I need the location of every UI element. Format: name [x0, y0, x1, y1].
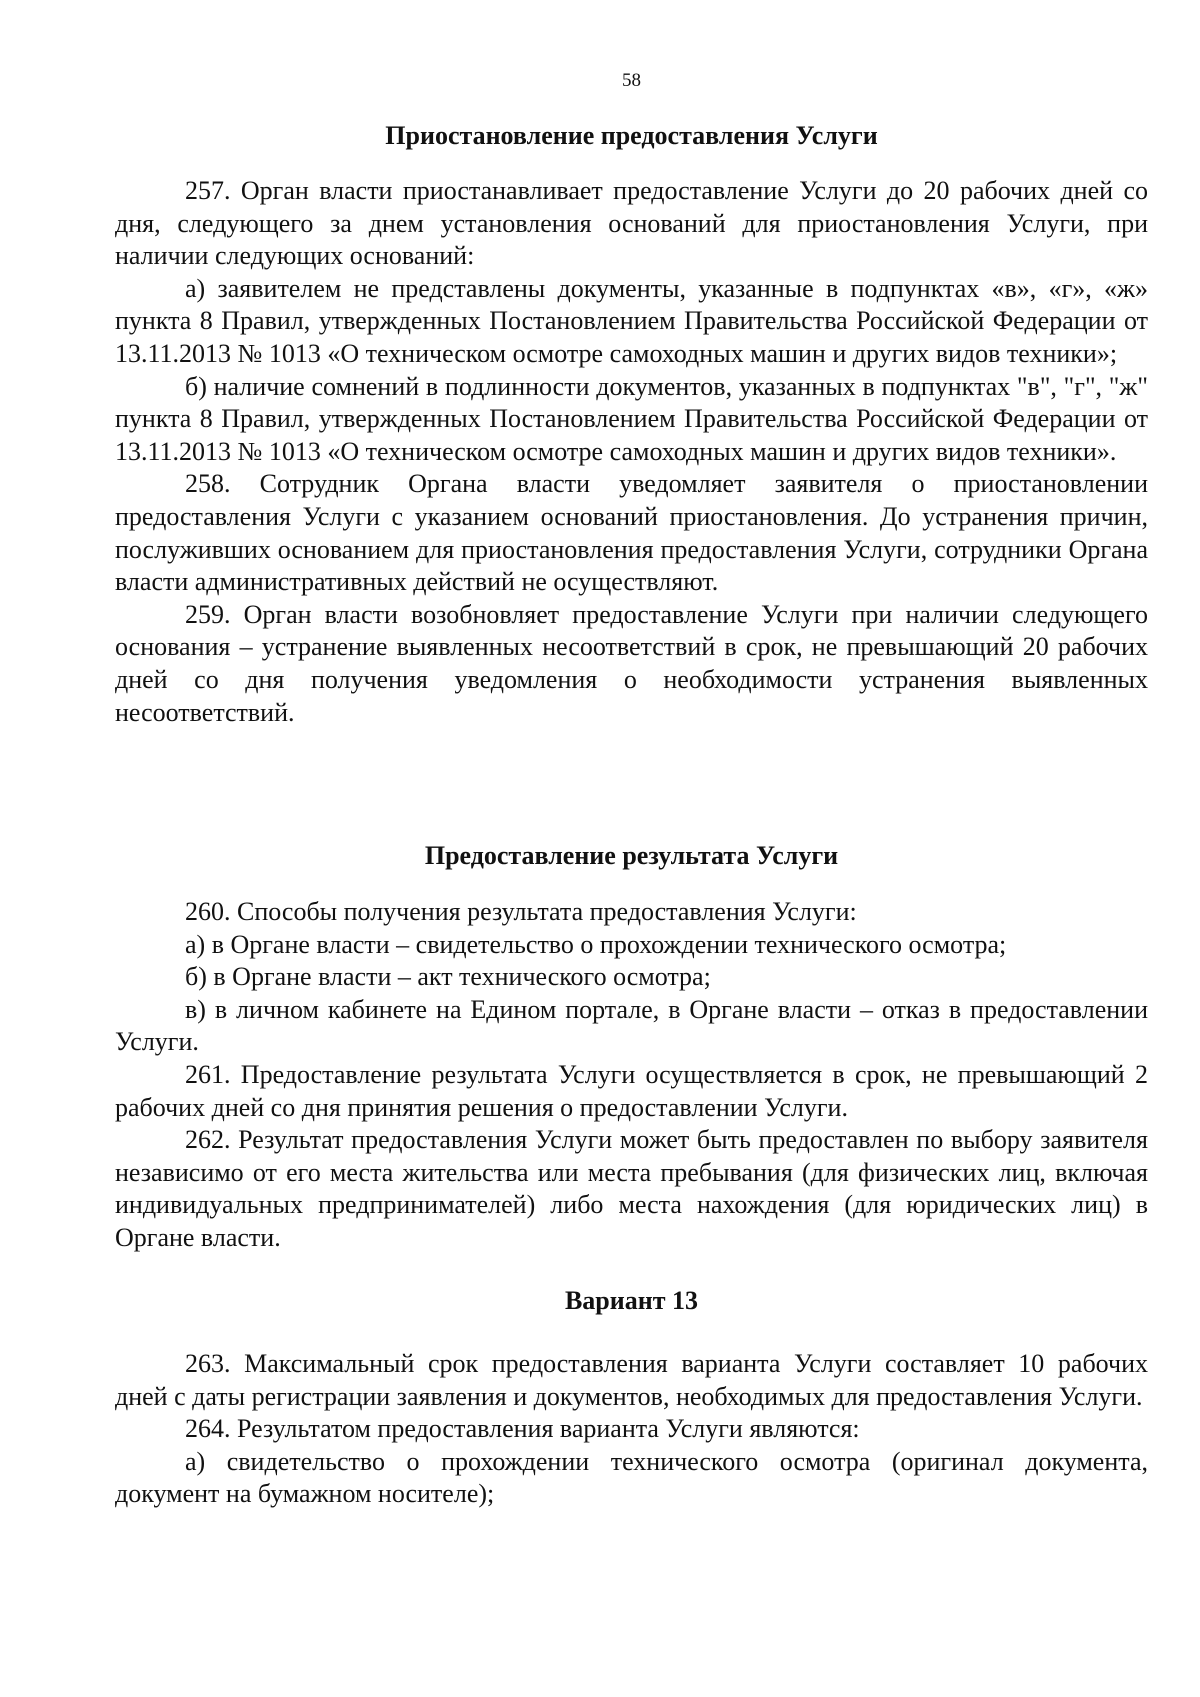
section-heading: Предоставление результата Услуги	[424, 841, 839, 870]
paragraph-264-a: а) свидетельство о прохождении технического осмотра (оригинал документа, документ на бумажном носителе);	[115, 1446, 1148, 1509]
page-number: 58	[622, 70, 641, 91]
paragraph-257-b: б) наличие сомнений в подлинности документов, указанных в подпунктах "в", "г", "ж" пункта 8 Правил, утвержденных Постановлением Правительства Российской Федерации от 13.11.2013 № 1013 «О техническом осмотре самоходных машин и других видов техники».	[115, 371, 1148, 466]
paragraph-258: 258. Сотрудник Органа власти уведомляет заявителя о приостановлении предоставления Услуги с указанием оснований приостановления. До устранения причин, послуживших основанием для приостановления предоставления Услуги, сотрудники Органа власти административных действий не осуществляют.	[115, 469, 1148, 597]
section-heading: Приостановление предоставления Услуги	[385, 121, 878, 150]
paragraph-260: 260. Способы получения результата предоставления Услуги:	[185, 897, 857, 926]
section-heading: Вариант 13	[564, 1286, 699, 1315]
section-suspension	[115, 120, 1148, 729]
paragraph-259: 259. Орган власти возобновляет предоставление Услуги при наличии следующего основания – устранение выявленных несоответствий в срок, не превышающий 20 рабочих дней со дня получения уведомления о необходимости устранения выявленных несоответствий.	[115, 599, 1148, 727]
section-result-delivery	[115, 840, 1148, 1255]
paragraph-257: 257. Орган власти приостанавливает предоставление Услуги до 20 рабочих дней со дня, следующего за днем установления оснований для приостановления Услуги, при наличии следующих оснований:	[115, 176, 1148, 271]
paragraph-264: 264. Результатом предоставления варианта Услуги являются:	[185, 1414, 860, 1444]
paragraph-260-v: в) в личном кабинете на Едином портале, в Органе власти – отказ в предоставлении Услуги.	[115, 994, 1148, 1057]
paragraph-261: 261. Предоставление результата Услуги осуществляется в срок, не превышающий 2 рабочих дней со дня принятия решения о предоставлении Услуги.	[115, 1059, 1148, 1122]
paragraph-260-b: б) в Органе власти – акт технического осмотра;	[185, 962, 711, 992]
section-variant-13	[115, 1285, 1148, 1511]
paragraph-262: 262. Результат предоставления Услуги может быть предоставлен по выбору заявителя независимо от его места жительства или места пребывания (для физических лиц, включая индивидуальных предпринимателей) либо места нахождения (для юридических лиц) в Органе власти.	[115, 1125, 1148, 1252]
paragraph-260-a: а) в Органе власти – свидетельство о прохождении технического осмотра;	[185, 929, 1007, 959]
paragraph-257-a: а) заявителем не представлены документы, указанные в подпунктах «в», «г», «ж» пункта 8 Правил, утвержденных Постановлением Правительства Российской Федерации от 13.11.2013 № 1013 «О техническом осмотре самоходных машин и других видов техники»;	[115, 273, 1148, 368]
paragraph-263: 263. Максимальный срок предоставления варианта Услуги составляет 10 рабочих дней с даты регистрации заявления и документов, необходимых для предоставления Услуги.	[115, 1349, 1148, 1411]
